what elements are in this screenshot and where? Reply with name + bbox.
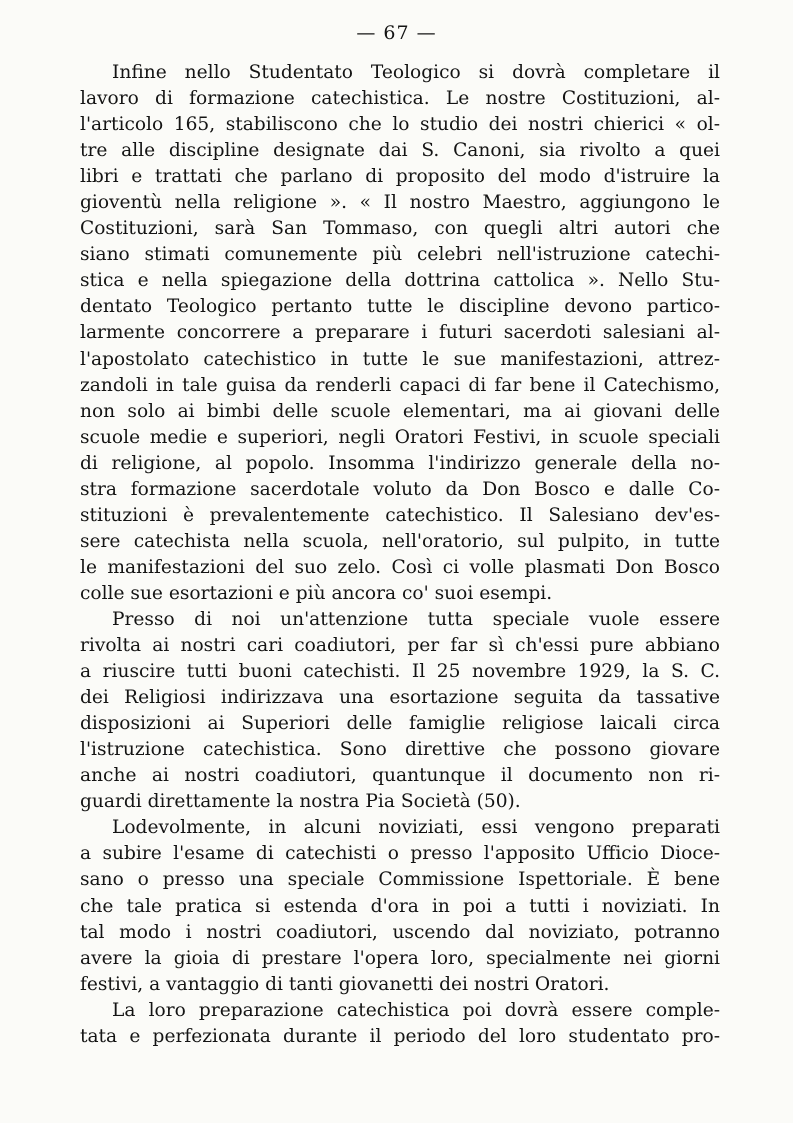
text-line: tal modo i nostri coadiutori, uscendo dal noviziato, potranno bbox=[80, 921, 720, 943]
body-text bbox=[80, 60, 720, 1050]
text-line: tre alle discipline designate dai S. Canoni, sia rivolto a quei bbox=[80, 140, 720, 162]
text-line: festivi, a vantaggio di tanti giovanetti dei nostri Oratori. bbox=[80, 973, 610, 995]
text-line: anche ai nostri coadiutori, quantunque il documento non ri- bbox=[80, 765, 720, 787]
text-line: guardi direttamente la nostra Pia Società (50). bbox=[80, 791, 521, 813]
text-line: a subire l'esame di catechisti o presso l'apposito Ufficio Dioce- bbox=[80, 843, 720, 865]
text-line: l'istruzione catechistica. Sono direttive che possono giovare bbox=[80, 739, 720, 761]
text-line: sere catechista nella scuola, nell'oratorio, sul pulpito, in tutte bbox=[80, 530, 720, 552]
text-line: Infine nello Studentato Teologico si dovrà completare il bbox=[112, 62, 720, 83]
text-line: larmente concorrere a preparare i futuri sacerdoti salesiani al- bbox=[80, 322, 720, 344]
paragraph bbox=[80, 607, 720, 815]
text-line: di religione, al popolo. Insomma l'indirizzo generale della no- bbox=[80, 452, 720, 474]
text-line: tata e perfezionata durante il periodo del loro studentato pro- bbox=[80, 1025, 720, 1047]
text-line: non solo ai bimbi delle scuole elementari, ma ai giovani delle bbox=[80, 400, 720, 422]
paragraph bbox=[80, 60, 720, 607]
text-line: Lodevolmente, in alcuni noviziati, essi vengono preparati bbox=[112, 817, 720, 839]
text-line: stituzioni è prevalentemente catechistico. Il Salesiano dev'es- bbox=[80, 504, 720, 526]
text-line: l'articolo 165, stabiliscono che lo studio dei nostri chierici « ol- bbox=[80, 114, 720, 136]
page-number: — 67 — bbox=[356, 22, 437, 44]
text-line: Costituzioni, sarà San Tommaso, con quegli altri autori che bbox=[80, 218, 720, 240]
text-line: che tale pratica si estenda d'ora in poi a tutti i noviziati. In bbox=[80, 895, 720, 917]
text-line: La loro preparazione catechistica poi dovrà essere comple- bbox=[112, 999, 720, 1021]
text-line: libri e trattati che parlano di proposito del modo d'istruire la bbox=[80, 166, 720, 188]
text-line: dentato Teologico pertanto tutte le discipline devono partico- bbox=[80, 296, 720, 318]
text-line: stra formazione sacerdotale voluto da Don Bosco e dalle Co- bbox=[80, 478, 720, 500]
paragraph bbox=[80, 998, 720, 1050]
text-line: avere la gioia di prestare l'opera loro, specialmente nei giorni bbox=[80, 947, 720, 969]
text-line: Presso di noi un'attenzione tutta speciale vuole essere bbox=[112, 608, 720, 630]
text-line: disposizioni ai Superiori delle famiglie religiose laicali circa bbox=[80, 713, 720, 735]
text-line: zandoli in tale guisa da renderli capaci di far bene il Catechismo, bbox=[80, 374, 720, 396]
text-line: le manifestazioni del suo zelo. Così ci volle plasmati Don Bosco bbox=[80, 556, 720, 578]
text-line: rivolta ai nostri cari coadiutori, per far sì ch'essi pure abbiano bbox=[80, 635, 720, 657]
text-line: lavoro di formazione catechistica. Le nostre Costituzioni, al- bbox=[80, 88, 720, 110]
text-line: l'apostolato catechistico in tutte le sue manifestazioni, attrez- bbox=[80, 348, 720, 370]
text-line: gioventù nella religione ». « Il nostro Maestro, aggiungono le bbox=[80, 192, 720, 214]
text-line: siano stimati comunemente più celebri nell'istruzione catechi- bbox=[80, 244, 720, 266]
text-line: dei Religiosi indirizzava una esortazione seguita da tassative bbox=[80, 687, 720, 709]
text-line: stica e nella spiegazione della dottrina cattolica ». Nello Stu- bbox=[80, 270, 720, 292]
text-line: scuole medie e superiori, negli Oratori Festivi, in scuole speciali bbox=[80, 426, 720, 448]
text-line: sano o presso una speciale Commissione Ispettoriale. È bene bbox=[80, 869, 720, 891]
paragraph bbox=[80, 815, 720, 997]
text-line: a riuscire tutti buoni catechisti. Il 25 novembre 1929, la S. C. bbox=[80, 661, 720, 683]
text-line: colle sue esortazioni e più ancora co' suoi esempi. bbox=[80, 582, 553, 604]
